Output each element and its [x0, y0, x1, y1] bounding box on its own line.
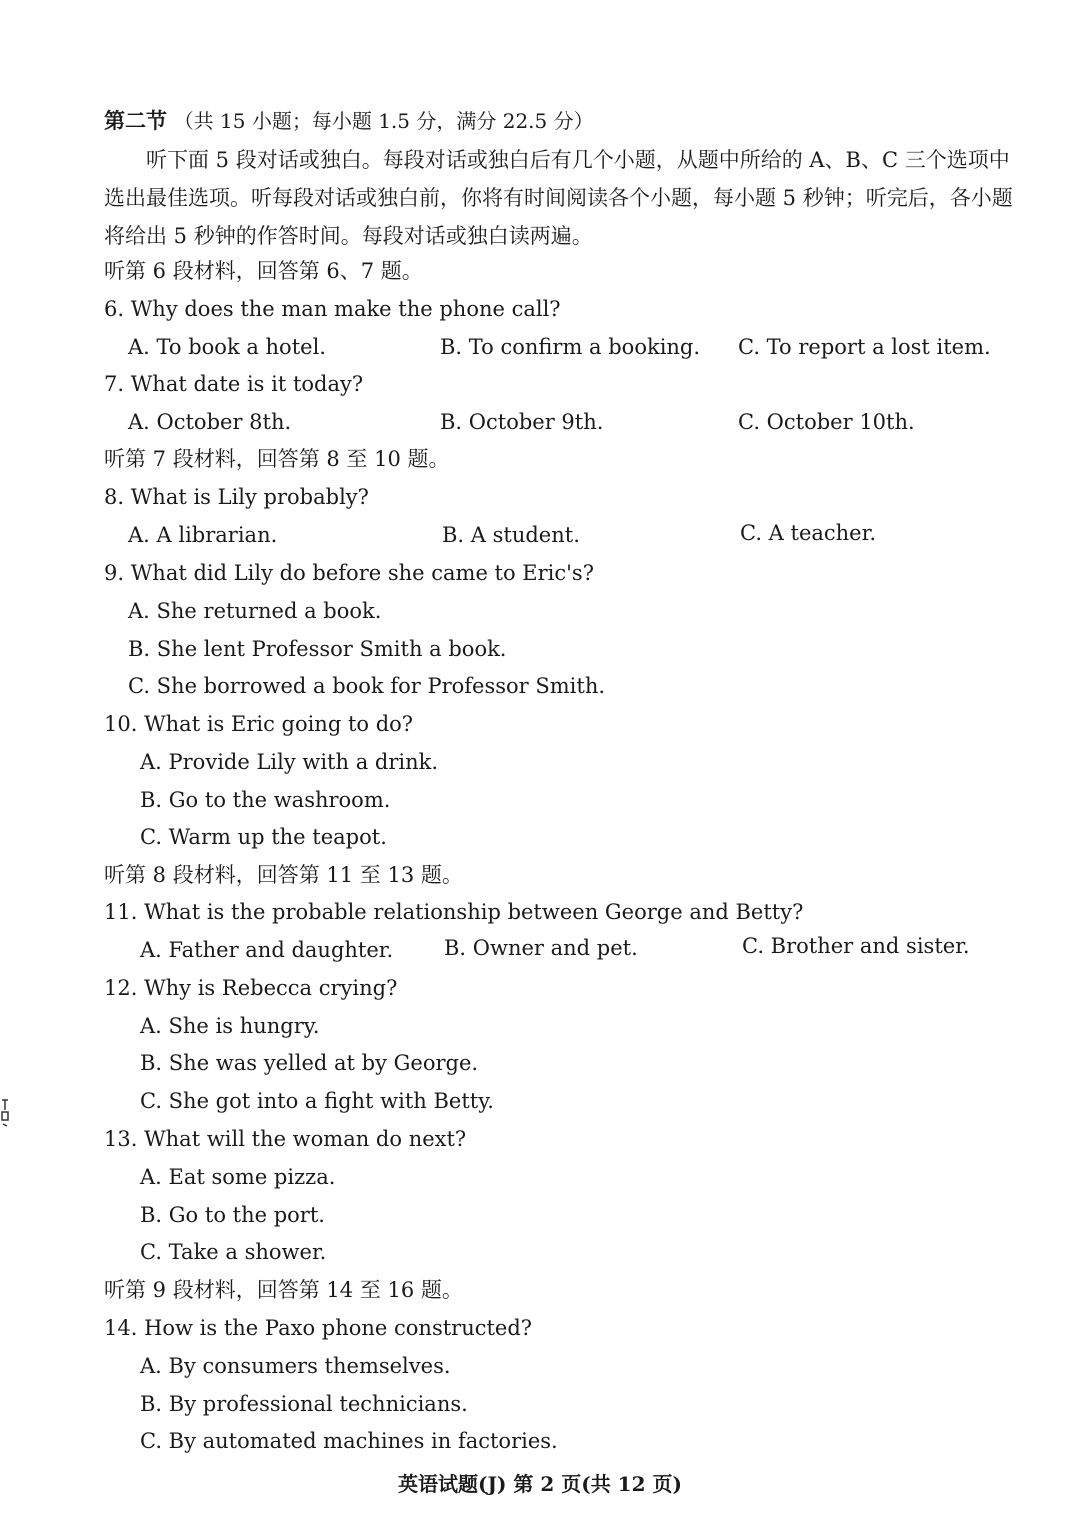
question-9-option-b: B. She lent Professor Smith a book. — [128, 637, 507, 661]
question-9-option-c: C. She borrowed a book for Professor Smith. — [128, 674, 606, 698]
question-11-option-c: C. Brother and sister. — [742, 934, 970, 958]
question-14-option-b: B. By professional technicians. — [140, 1392, 468, 1416]
question-8-stem: 8. What is Lily probably? — [104, 485, 369, 509]
group-heading-6: 听第 6 段材料，回答第 6、7 题。 — [104, 259, 423, 283]
question-6-stem: 6. Why does the man make the phone call? — [104, 297, 561, 321]
question-11-stem: 11. What is the probable relationship between George and Betty? — [104, 900, 804, 924]
question-12-option-a: A. She is hungry. — [140, 1014, 320, 1038]
question-8-option-a: A. A librarian. — [128, 523, 278, 547]
question-6-option-a: A. To book a hotel. — [128, 335, 326, 359]
question-13-option-c: C. Take a shower. — [140, 1240, 327, 1264]
group-heading-7: 听第 7 段材料，回答第 8 至 10 题。 — [104, 447, 450, 471]
section-note: （共 15 小题；每小题 1.5 分，满分 22.5 分） — [173, 109, 594, 133]
question-8-option-c: C. A teacher. — [740, 521, 877, 545]
instructions-paragraph: 听下面 5 段对话或独白。每段对话或独白后有几个小题，从题中所给的 A、B、C 三个选项中选出最佳选项。听每段对话或独白前，你将有时间阅读各个小题，每小题 5 秒钟；听完后，各小题将给出 5 秒钟的作答时间。每段对话或独白读两遍。 — [104, 148, 1013, 248]
question-13-option-b: B. Go to the port. — [140, 1203, 325, 1227]
question-10-option-a: A. Provide Lily with a drink. — [140, 750, 439, 774]
question-13-stem: 13. What will the woman do next? — [104, 1127, 467, 1151]
group-heading-9: 听第 9 段材料，回答第 14 至 16 题。 — [104, 1278, 463, 1302]
question-7-option-b: B. October 9th. — [440, 410, 604, 434]
question-7-option-c: C. October 10th. — [738, 410, 915, 434]
question-10-stem: 10. What is Eric going to do? — [104, 712, 414, 736]
section-title: 第二节 — [104, 108, 167, 133]
question-7-stem: 7. What date is it today? — [104, 372, 364, 396]
question-12-option-b: B. She was yelled at by George. — [140, 1051, 479, 1075]
question-10-option-b: B. Go to the washroom. — [140, 788, 391, 812]
question-8-option-b: B. A student. — [442, 523, 580, 547]
question-12-stem: 12. Why is Rebecca crying? — [104, 976, 398, 1000]
question-10-option-c: C. Warm up the teapot. — [140, 825, 387, 849]
question-11-option-b: B. Owner and pet. — [444, 936, 638, 960]
question-6-option-b: B. To confirm a booking. — [440, 335, 701, 359]
question-11-option-a: A. Father and daughter. — [140, 938, 394, 962]
question-13-option-a: A. Eat some pizza. — [140, 1165, 336, 1189]
question-6-option-c: C. To report a lost item. — [738, 335, 991, 359]
question-9-option-a: A. She returned a book. — [128, 599, 382, 623]
page-footer: 英语试题(J) 第 2 页(共 12 页) — [398, 1472, 682, 1496]
binding-margin-mark — [0, 1098, 10, 1128]
question-14-option-a: A. By consumers themselves. — [140, 1354, 451, 1378]
question-9-stem: 9. What did Lily do before she came to Eric's? — [104, 561, 594, 585]
group-heading-8: 听第 8 段材料，回答第 11 至 13 题。 — [104, 863, 463, 887]
question-14-stem: 14. How is the Paxo phone constructed? — [104, 1316, 533, 1340]
section-header — [104, 106, 594, 136]
question-14-option-c: C. By automated machines in factories. — [140, 1429, 558, 1453]
question-12-option-c: C. She got into a fight with Betty. — [140, 1089, 494, 1113]
question-7-option-a: A. October 8th. — [128, 410, 292, 434]
